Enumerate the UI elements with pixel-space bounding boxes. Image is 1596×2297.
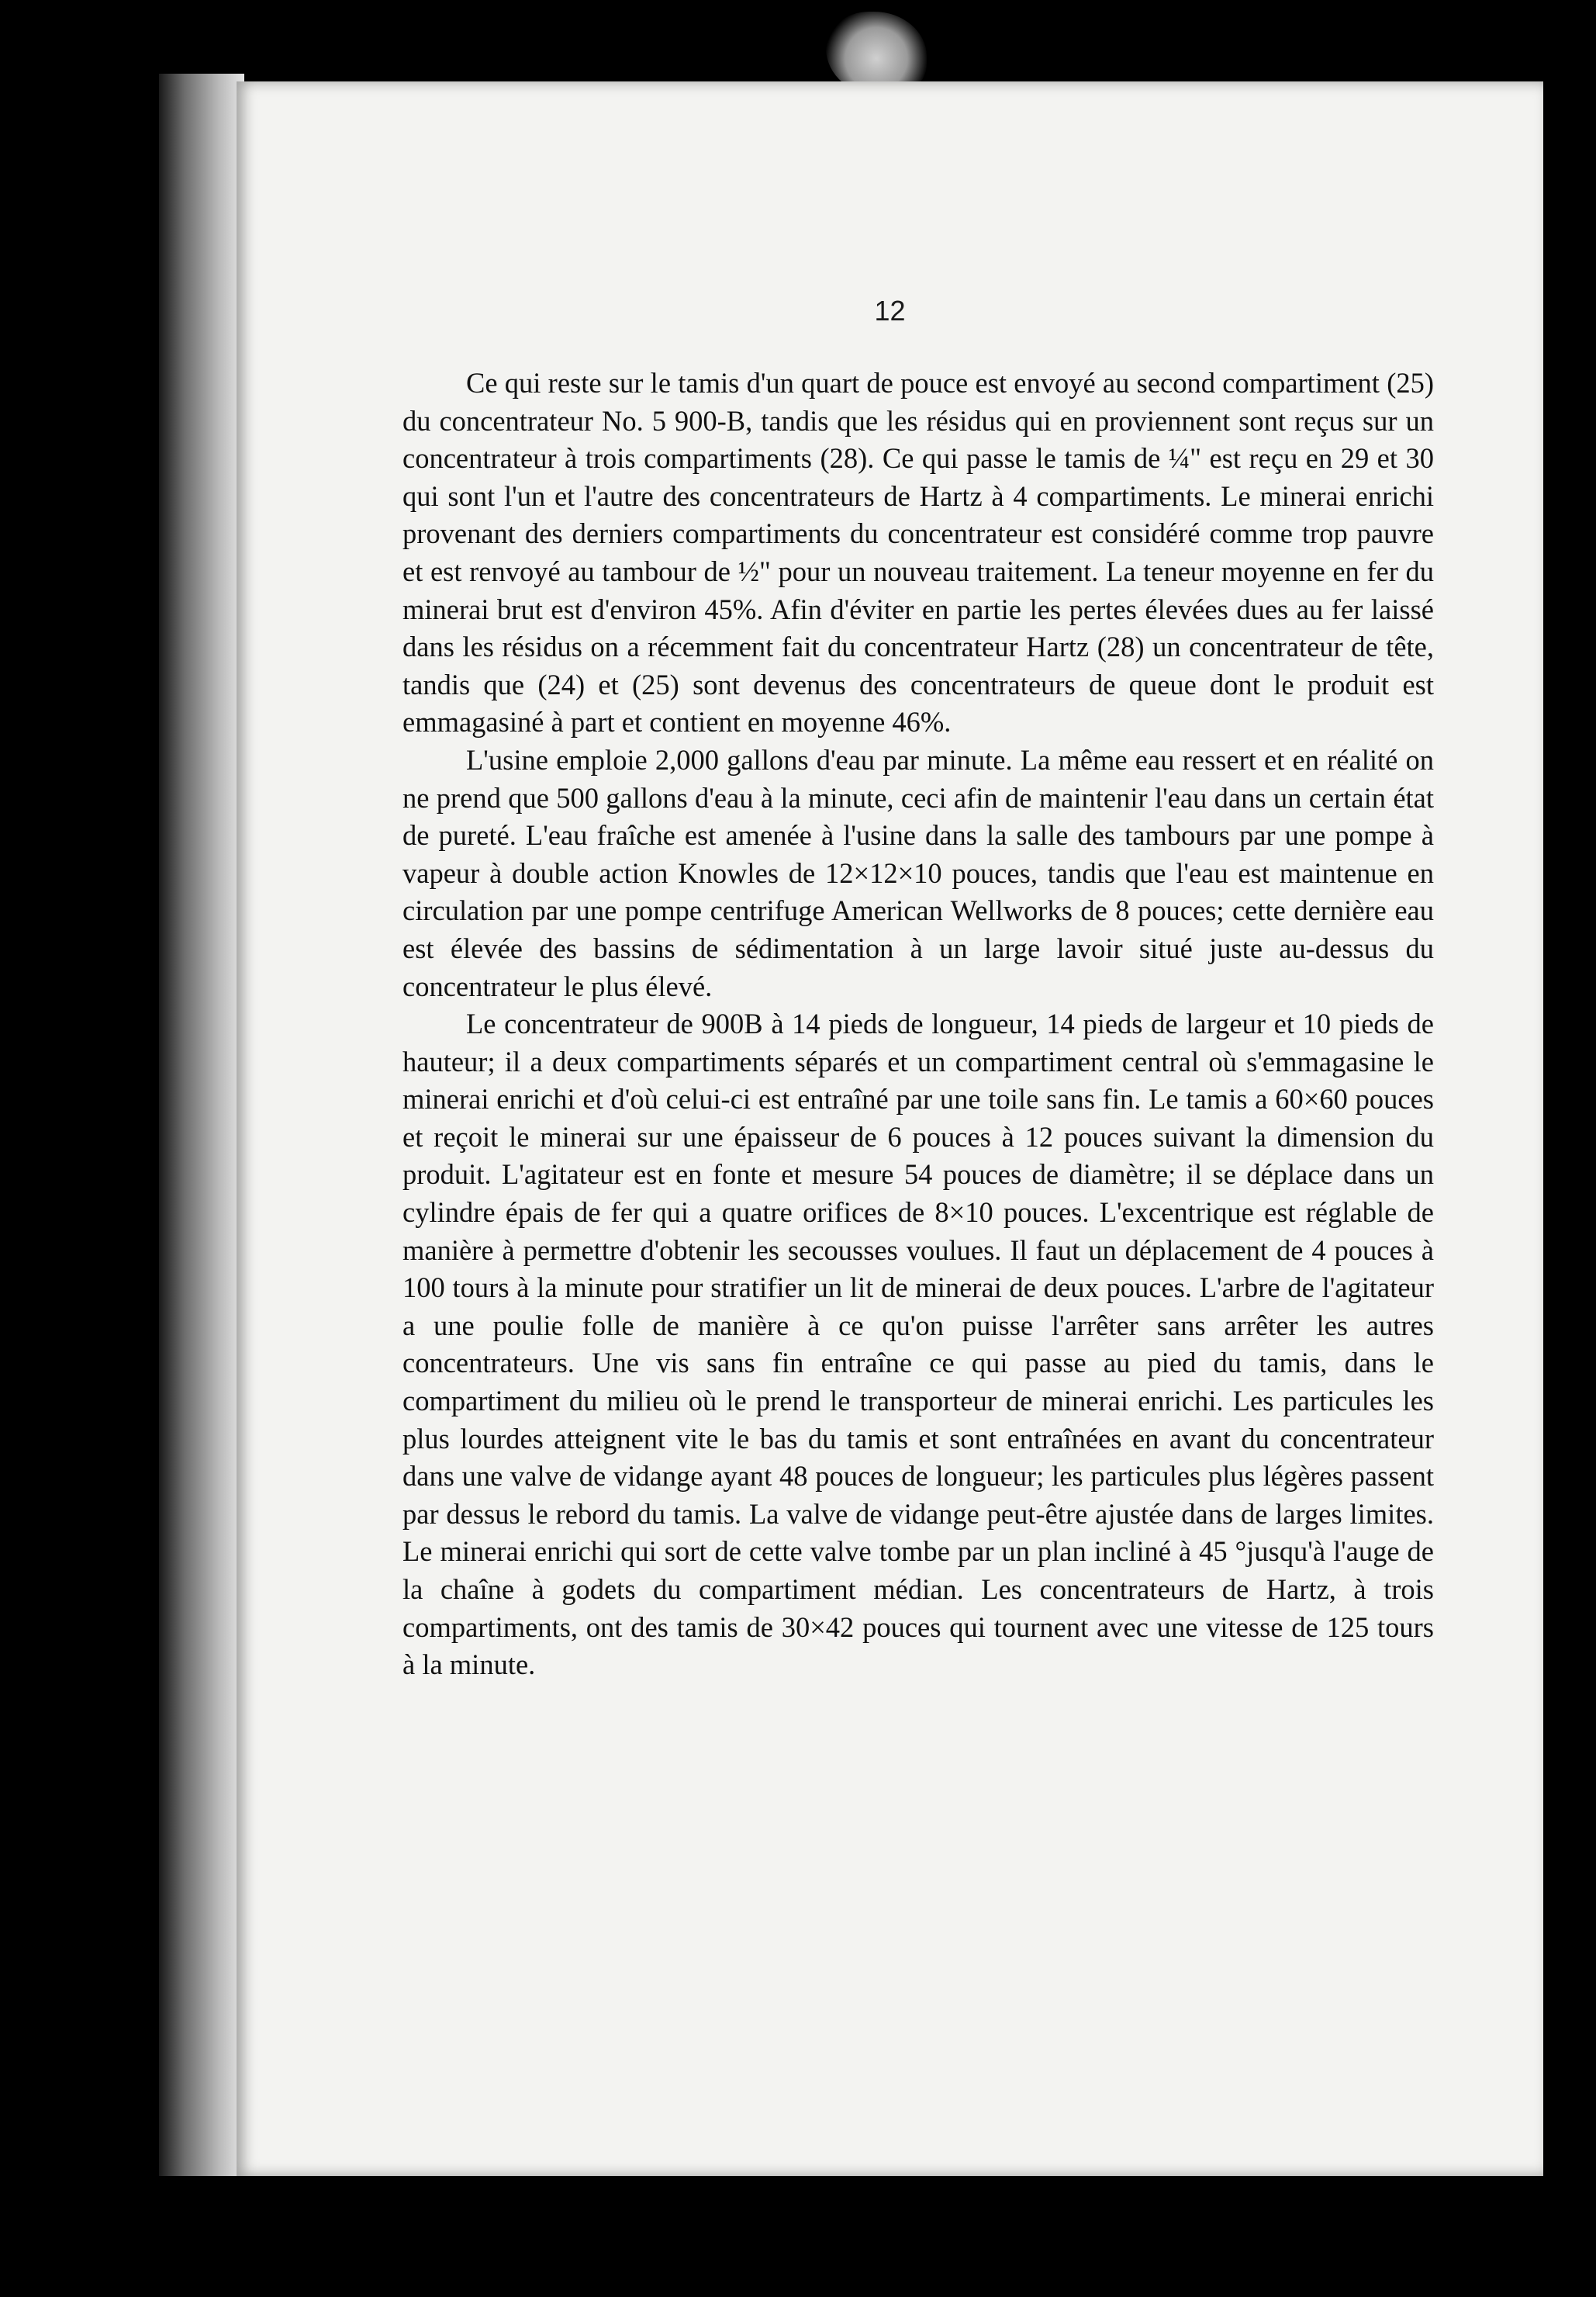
body-text: [402, 365, 1434, 1684]
document-page: [237, 81, 1543, 2176]
paragraph-3: Le concentrateur de 900B à 14 pieds de longueur, 14 pieds de largeur et 10 pieds de hauteur; il a deux compartiments séparés et un compartiment central où s'emmagasine le minerai enrichi et d'où celui-ci est entraîné par une toile sans fin. Le tamis a 60×60 pouces et reçoit le minerai sur une épaisseur de 6 pouces à 12 pouces suivant la dimension du produit. L'agitateur est en fonte et mesure 54 pouces de diamètre; il se déplace dans un cylindre épais de fer qui a quatre orifices de 8×10 pouces. L'excentrique est réglable de manière à permettre d'obtenir les secousses voulues. Il faut un déplacement de 4 pouces à 100 tours à la minute pour stratifier un lit de minerai de deux pouces. L'arbre de l'agitateur a une poulie folle de manière à ce qu'on puisse l'arrêter sans arrêter les autres concentrateurs. Une vis sans fin entraîne ce qui passe au pied du tamis, dans le compartiment du milieu où le prend le transporteur de minerai enrichi. Les particules les plus lourdes atteignent vite le bas du tamis et sont entraînées en avant du concentrateur dans une valve de vidange ayant 48 pouces de longueur; les particules plus légères passent par dessus le rebord du tamis. La valve de vidange peut-être ajustée dans de larges limites. Le minerai enrichi qui sort de cette valve tombe par un plan incliné à 45 °jusqu'à l'auge de la chaîne à godets du compartiment médian. Les concentrateurs de Hartz, à trois compartiments, ont des tamis de 30×42 pouces qui tournent avec une vitesse de 125 tours à la minute.: [402, 1008, 1434, 1681]
paragraph-1: Ce qui reste sur le tamis d'un quart de pouce est envoyé au second compartiment (25) du concentrateur No. 5 900-B, tandis que les résidus qui en proviennent sont reçus sur un concentrateur à trois compartiments (28). Ce qui passe le tamis de ¼" est reçu en 29 et 30 qui sont l'un et l'autre des concentrateurs de Hartz à 4 compartiments. Le minerai enrichi provenant des derniers compartiments du concentrateur est considéré comme trop pauvre et est renvoyé au tambour de ½" pour un nouveau traitement. La teneur moyenne en fer du minerai brut est d'environ 45%. Afin d'éviter en partie les pertes élevées dues au fer laissé dans les résidus on a récemment fait du concentrateur Hartz (28) un concentrateur de tête, tandis que (24) et (25) sont devenus des concentrateurs de queue dont le produit est emmagasiné à part et contient en moyenne 46%.: [402, 367, 1434, 739]
paragraph-2: L'usine emploie 2,000 gallons d'eau par minute. La même eau ressert et en réalité on ne prend que 500 gallons d'eau à la minute, ceci afin de maintenir l'eau dans un certain état de pureté. L'eau fraîche est amenée à l'usine dans la salle des tambours par une pompe à vapeur à double action Knowles de 12×12×10 pouces, tandis que l'eau est maintenue en circulation par une pompe centrifuge American Wellworks de 8 pouces; cette dernière eau est élevée des bassins de sédimentation à un large lavoir situé juste au-dessus du concentrateur le plus élevé.: [402, 743, 1434, 1002]
book-binding-edge: [159, 74, 244, 2176]
page-number: 12: [874, 295, 906, 327]
